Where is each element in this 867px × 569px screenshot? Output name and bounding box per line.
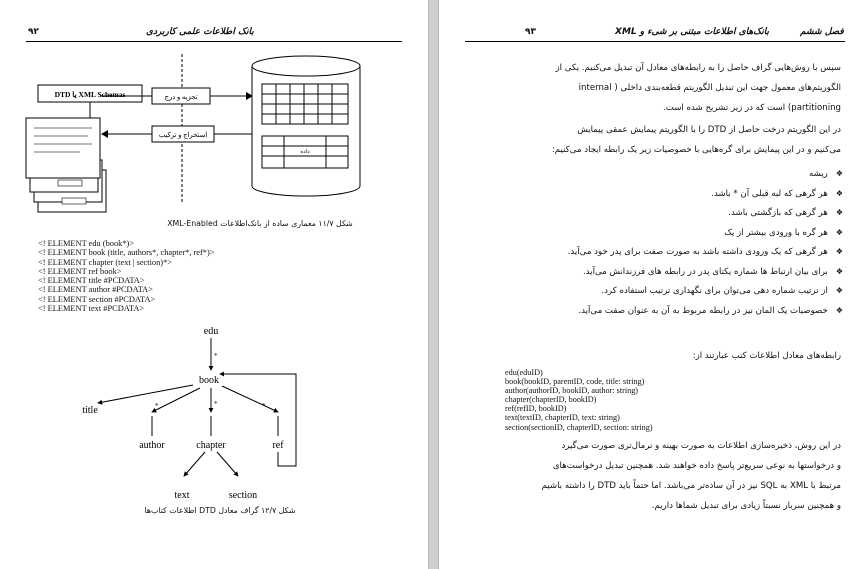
- node-author: author: [139, 440, 165, 451]
- node-ref: ref: [272, 440, 284, 451]
- relations-intro: رابطه‌های معادل اطلاعات کتب عبارتند از:: [692, 351, 841, 361]
- relation-line: chapter(chapterID, bookID): [505, 395, 597, 405]
- schema-box-label: XML Schemas یا DTD: [54, 90, 126, 99]
- right-page-number: ۹۳: [525, 27, 536, 37]
- list-item: ❖ خصوصیات یک المان نیز در رابطه مربوط به آن به عنوان صفت می‌آید.: [503, 301, 843, 321]
- edge-star: *: [214, 400, 218, 408]
- database-cylinder-icon: [252, 56, 360, 196]
- text-line: مرتبط با XML به SQL نیز در آن ساده‌تر می‌باشد. اما حتماً باید DTD را داشته باشیم: [541, 481, 841, 491]
- node-title: title: [82, 405, 98, 416]
- relation-line: section(sectionID, chapterID, section: string): [505, 422, 653, 432]
- figure1-caption: شکل ۱۱/۷ معماری ساده از بانک‌اطلاعات XML-Enabled: [167, 219, 353, 228]
- node-book: book: [199, 375, 219, 386]
- dtd-line: <! ELEMENT chapter (text | section)*>: [38, 257, 172, 267]
- dtd-line: <! ELEMENT edu (book*)>: [38, 239, 135, 248]
- dtd-line: <! ELEMENT section #PCDATA>: [38, 294, 156, 304]
- edge-star: *: [155, 402, 159, 410]
- rules-list: [503, 164, 843, 320]
- parse-insert-label: تجزیه و درج: [164, 94, 198, 101]
- dtd-listing: [38, 239, 215, 313]
- dtd-line: <! ELEMENT ref book>: [38, 266, 122, 276]
- node-edu: edu: [203, 326, 219, 337]
- list-item: ❖ هر گرهی که یک ورودی داشته باشد به صورت صفت برای پدر خود می‌آید.: [503, 242, 843, 262]
- list-item: ❖ هر گره با ورودی بیشتر از یک: [503, 223, 843, 243]
- relation-line: author(authorID, bookID, author: string): [505, 386, 639, 396]
- relation-line: edu(eduID): [505, 368, 543, 377]
- relations-listing: [505, 368, 653, 432]
- right-page-header: [465, 26, 845, 42]
- text-line: الگوریتم‌های معمول جهت این تبدیل الگوریتم قطعه‌بندی داخلی ( internal: [578, 83, 841, 93]
- dtd-line: <! ELEMENT title #PCDATA>: [38, 276, 145, 286]
- left-page-running-title: بانک اطلاعات علمی کاربردی: [146, 27, 254, 37]
- list-item: ❖ از ترتیب شماره دهی می‌توان برای نگهداری ترتیب استفاده کرد.: [503, 281, 843, 301]
- dtd-line: <! ELEMENT author #PCDATA>: [38, 285, 153, 295]
- right-page-running-title: بانک‌های اطلاعات مبتنی بر شیء و XML: [615, 27, 769, 37]
- text-line: سپس با روش‌هایی گراف حاصل را به رابطه‌های معادل آن تبدیل می‌کنیم. یکی از: [555, 63, 841, 73]
- documents-stack-icon: [26, 118, 106, 212]
- right-page: [439, 0, 867, 569]
- list-item: ❖ هر گرهی که بازگشتی باشد.: [503, 203, 843, 223]
- text-line: و همچنین سربار نسبتاً زیادی برای تبدیل شماها داریم.: [651, 501, 841, 511]
- text-line: در این الگوریتم درخت حاصل از DTD را با الگوریتم پیمایش عمقی پیمایش: [577, 125, 841, 135]
- edge-star: *: [262, 402, 266, 410]
- list-item: ❖ هر گرهی که لبه قبلی آن * باشد.: [503, 184, 843, 204]
- dtd-line: <! ELEMENT book (title, authors*, chapter*, ref*)>: [38, 248, 215, 258]
- text-line: در این روش، ذخیره‌سازی اطلاعات به صورت بهینه و نرمال‌تری صورت می‌گیرد: [561, 441, 841, 451]
- left-page-number: ۹۲: [28, 27, 39, 37]
- text-line: و درخواستها به نوعی سریع‌تر پاسخ داده خواهند شد. همچنین تبدیل درخواست‌های: [552, 461, 841, 471]
- architecture-diagram: [0, 0, 428, 230]
- relation-line: ref(refID, bookID): [505, 404, 567, 414]
- extract-compose-label: استخراج و ترکیب: [158, 132, 208, 139]
- text-line: می‌کنیم و در این پیمایش برای گره‌هایی با خصوصیات زیر یک رابطه ایجاد می‌کنیم:: [551, 145, 841, 155]
- relation-line: book(bookID, parentID, code, title: string): [505, 377, 645, 387]
- figure2-caption: شکل ۱۲/۷ گراف معادل DTD اطلاعات کتاب‌ها: [144, 506, 296, 515]
- data-cell-label: داده: [300, 149, 310, 155]
- list-item: ❖ برای بیان ارتباط ها شماره یکتای پدر در رابطه های فرزندانش می‌آید.: [503, 262, 843, 282]
- paragraph-conclusion: [469, 436, 841, 516]
- paragraph-intro: [469, 58, 841, 118]
- dtd-line: <! ELEMENT text #PCDATA>: [38, 304, 145, 314]
- node-text: text: [174, 490, 190, 501]
- paragraph-algorithm: [469, 120, 841, 160]
- list-item: ❖ ریشه: [503, 164, 843, 184]
- relation-line: text(textID, chapterID, text: string): [505, 413, 620, 423]
- dtd-graph-diagram: [0, 320, 428, 520]
- text-line: partitioning) است که در زیر تشریح شده است.: [663, 103, 841, 113]
- book-gutter: [428, 0, 439, 569]
- node-section: section: [228, 490, 258, 501]
- edge-star: *: [214, 352, 218, 360]
- chapter-label: فصل ششم: [800, 27, 844, 37]
- left-page: [0, 0, 428, 569]
- node-chapter: chapter: [196, 440, 226, 451]
